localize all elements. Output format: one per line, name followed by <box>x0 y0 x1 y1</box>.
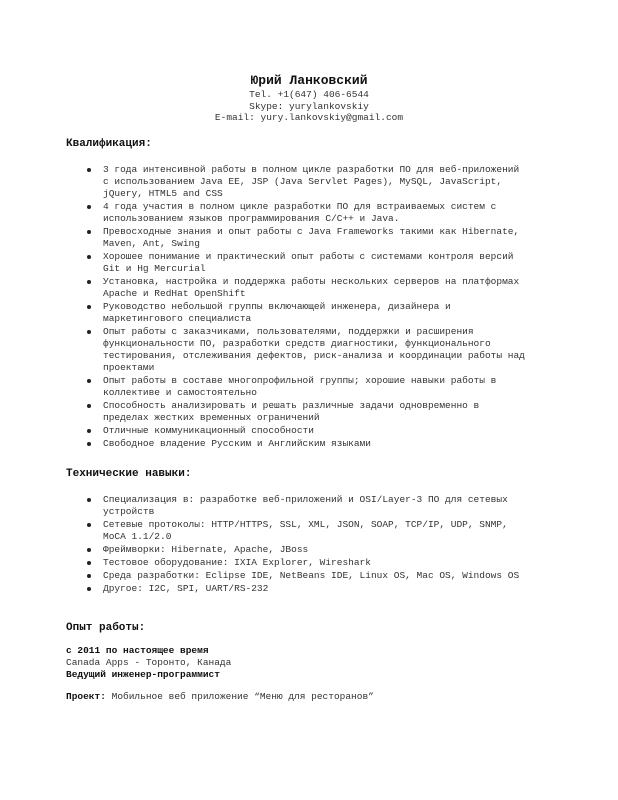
skills-item: Среда разработки: Eclipse IDE, NetBeans IDE, Linux OS, Mac OS, Windows OS <box>83 570 553 582</box>
skills-item: Тестовое оборудование: IXIA Explorer, Wireshark <box>83 557 553 569</box>
qualification-item: Свободное владение Русским и Английским языками <box>83 438 553 450</box>
skills-item: Другое: I2C, SPI, UART/RS-232 <box>83 583 553 595</box>
experience-heading: Опыт работы: <box>66 622 146 634</box>
qualification-item: Руководство небольшой группы включающей инженера, дизайнера и маркетингового специалиста <box>83 301 553 325</box>
candidate-name: Юрий Ланковский <box>250 73 368 88</box>
skills-list <box>83 494 553 596</box>
skype-line: Skype: yurylankovskiy <box>249 100 369 112</box>
job-period: с 2011 по настоящее время <box>66 645 209 656</box>
job-company: Canada Apps - Торонто, Канада <box>66 657 232 668</box>
qualification-item: 4 года участия в полном цикле разработки ПО для встраиваемых систем с использованием языков программирования C/C++ и Java. <box>83 201 553 225</box>
qualification-item: Способность анализировать и решать различные задачи одновременно в пределах жестких временных ограничений <box>83 400 553 424</box>
qualification-item: Опыт работы в составе многопрофильной группы; хорошие навыки работы в коллективе и самостоятельно <box>83 375 553 399</box>
project-text: Мобильное веб приложение “Меню для ресторанов” <box>105 691 374 702</box>
job-entry <box>66 645 374 703</box>
skills-item: Фреймворки: Hibernate, Apache, JBoss <box>83 544 553 556</box>
skills-item: Специализация в: разработке веб-приложений и OSI/Layer-3 ПО для сетевых устройств <box>83 494 553 518</box>
job-position: Ведущий инженер-программист <box>66 669 220 680</box>
project-label: Проект: <box>66 691 106 702</box>
qualification-list <box>83 164 553 451</box>
qualification-item: Установка, настройка и поддержка работы нескольких серверов на платформах Apache и RedHat OpenShift <box>83 276 553 300</box>
phone-line: Tel. +1(647) 406-6544 <box>249 89 369 100</box>
qualification-item: Опыт работы с заказчиками, пользователями, поддержки и расширения функциональности ПО, разработки средств диагностики, функционального тестирования, отслеживания дефектов, риск-анализа и координации работы над проектами <box>83 326 553 374</box>
skills-item: Сетевые протоколы: HTTP/HTTPS, SSL, XML, JSON, SOAP, TCP/IP, UDP, SNMP, MoCA 1.1/2.0 <box>83 519 553 543</box>
qualification-item: Отличные коммуникационный способности <box>83 425 553 437</box>
resume-header <box>0 72 618 124</box>
email-line: E-mail: yury.lankovskiy@gmail.com <box>214 112 404 123</box>
qualification-heading: Квалификация: <box>66 138 152 150</box>
qualification-item: 3 года интенсивной работы в полном цикле разработки ПО для веб-приложений с использованием Java EE, JSP (Java Servlet Pages), MySQL, JavaScript, jQuery, HTML5 and CSS <box>83 164 553 200</box>
qualification-item: Превосходные знания и опыт работы с Java Frameworks такими как Hibernate, Maven, Ant, Swing <box>83 226 553 250</box>
qualification-item: Хорошее понимание и практический опыт работы с системами контроля версий Git и Hg Mercurial <box>83 251 553 275</box>
job-project <box>66 691 374 703</box>
skills-heading: Технические навыки: <box>66 468 192 480</box>
